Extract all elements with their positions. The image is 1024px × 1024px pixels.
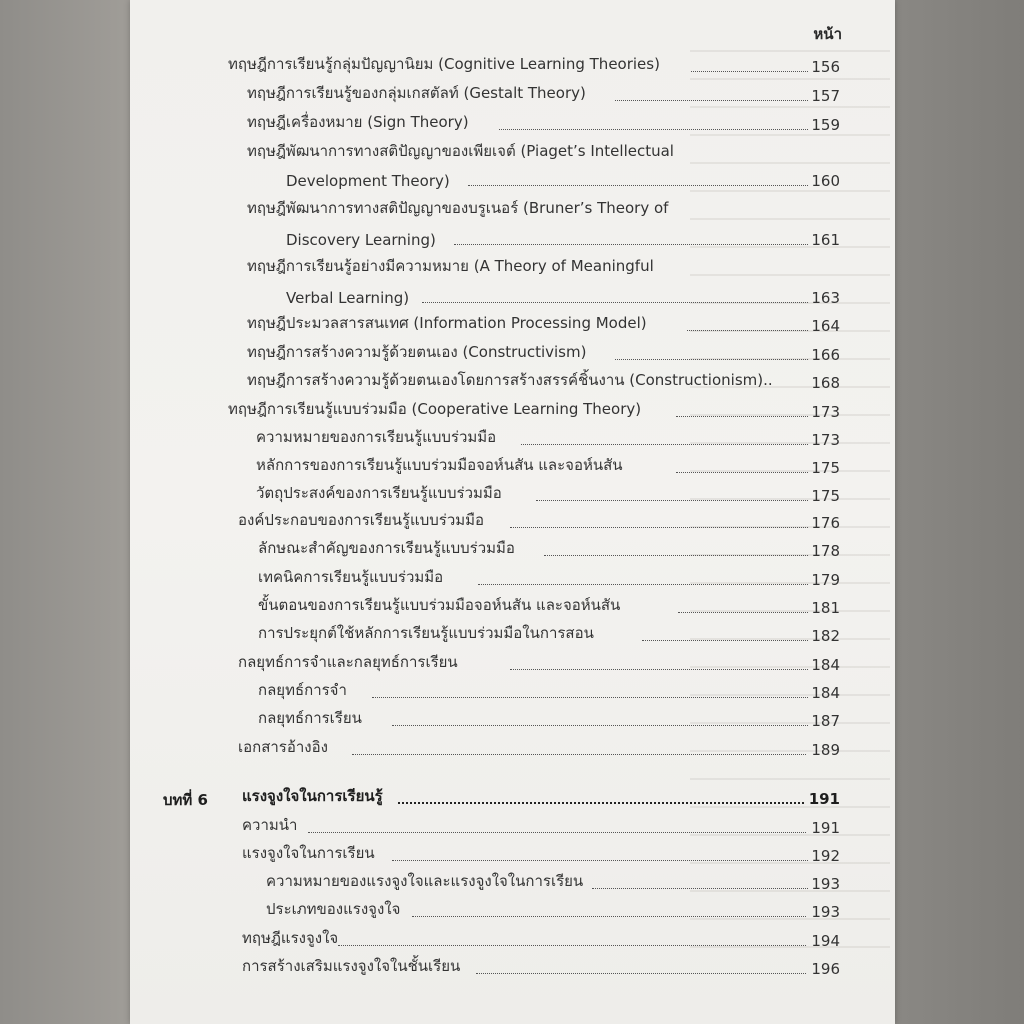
toc-entry (286, 285, 840, 309)
toc-entry-page: 191 (811, 819, 840, 837)
toc-entry-title: ขั้นตอนของการเรียนรู้แบบร่วมมือจอห์นสัน และจอห์นสัน (258, 596, 621, 614)
toc-entry-title: ทฤษฎีการเรียนรู้กลุ่มปัญญานิยม (Cognitive Learning Theories) (228, 55, 660, 73)
toc-entry-title: เทคนิคการเรียนรู้แบบร่วมมือ (258, 568, 444, 586)
toc-entry (258, 708, 840, 732)
leader-dots (499, 129, 808, 130)
leader-dots (454, 244, 808, 245)
toc-entry-page: 193 (811, 903, 840, 921)
leader-dots (676, 416, 808, 417)
leader-dots (392, 725, 808, 726)
toc-entry (238, 652, 840, 676)
toc-entry (238, 510, 840, 534)
toc-entry-title: องค์ประกอบของการเรียนรู้แบบร่วมมือ (238, 511, 485, 529)
toc-entry-page: 196 (811, 960, 840, 978)
toc-entry-title: Development Theory) (286, 172, 450, 190)
toc-entry-page: 194 (811, 932, 840, 950)
toc-entry-title: ความหมายของการเรียนรู้แบบร่วมมือ (256, 428, 497, 446)
toc-entry-title: กลยุทธ์การจำและกลยุทธ์การเรียน (238, 653, 458, 671)
toc-entry (247, 112, 840, 136)
toc-entry (228, 399, 840, 423)
toc-entry-title: ทฤษฎีประมวลสารสนเทศ (Information Processing Model) (247, 314, 647, 332)
toc-entry-page: 164 (811, 317, 840, 335)
toc-entry (256, 455, 840, 479)
toc-entry-page: 157 (811, 87, 840, 105)
leader-dots (510, 527, 808, 528)
leader-dots (308, 832, 806, 833)
toc-entry-page: 192 (811, 847, 840, 865)
toc-entry (258, 680, 840, 704)
toc-entry-title: ลักษณะสำคัญของการเรียนรู้แบบร่วมมือ (258, 539, 515, 557)
toc-entry (258, 623, 840, 647)
toc-entry-page: 176 (811, 514, 840, 532)
toc-entry-page: 191 (808, 790, 840, 808)
leader-dots (592, 888, 808, 889)
leader-dots (338, 945, 806, 946)
leader-dots (691, 71, 808, 72)
toc-entry-page: 175 (811, 487, 840, 505)
toc-entry-page: 156 (811, 58, 840, 76)
toc-entry-page: 189 (811, 741, 840, 759)
toc-entry-title: ประเภทของแรงจูงใจ (266, 900, 401, 918)
leader-dots (468, 185, 808, 186)
toc-entry-page: 181 (811, 599, 840, 617)
toc-entry-title: ทฤษฎีแรงจูงใจ (242, 929, 339, 947)
leader-dots (476, 973, 806, 974)
book-page (130, 0, 895, 1024)
leader-dots (352, 754, 806, 755)
toc-entry (247, 256, 840, 280)
toc-entry (247, 370, 840, 394)
leader-dots (615, 359, 808, 360)
toc-entry (247, 342, 840, 366)
toc-entry (258, 595, 840, 619)
leader-dots (398, 802, 804, 804)
toc-entry (247, 313, 840, 337)
toc-entry (258, 567, 840, 591)
toc-entry-page: 184 (811, 656, 840, 674)
toc-entry (242, 928, 840, 952)
toc-entry (242, 815, 840, 839)
leader-dots (678, 612, 808, 613)
toc-entry-page: 173 (811, 403, 840, 421)
toc-chapter-entry (242, 786, 840, 810)
toc-entry (247, 141, 840, 165)
toc-entry-title: ทฤษฎีการเรียนรู้อย่างมีความหมาย (A Theory of Meaningful (247, 257, 654, 275)
toc-entry-page: 159 (811, 116, 840, 134)
toc-entry (228, 54, 840, 78)
toc-entry-page: 166 (811, 346, 840, 364)
toc-entry (256, 427, 840, 451)
toc-entry (258, 538, 840, 562)
toc-entry-page: 193 (811, 875, 840, 893)
toc-entry (266, 871, 840, 895)
toc-entry-page: 161 (811, 231, 840, 249)
background-left (0, 0, 130, 1024)
toc-entry-page: 187 (811, 712, 840, 730)
toc-entry (242, 956, 840, 980)
toc-entry-title: ทฤษฎีพัฒนาการทางสติปัญญาของเพียเจต์ (Piaget’s Intellectual (247, 142, 674, 160)
toc-entry-page: 168 (811, 374, 840, 392)
leader-dots (536, 500, 808, 501)
toc-entry-title: ความหมายของแรงจูงใจและแรงจูงใจในการเรียน (266, 872, 584, 890)
toc-entry (266, 899, 840, 923)
toc-entry-title: ทฤษฎีเครื่องหมาย (Sign Theory) (247, 113, 469, 131)
leader-dots (642, 640, 808, 641)
toc-entry-page: 160 (811, 172, 840, 190)
toc-entry (242, 843, 840, 867)
toc-entry-title: การสร้างเสริมแรงจูงใจในชั้นเรียน (242, 957, 461, 975)
leader-dots (687, 330, 808, 331)
toc-entry-page: 179 (811, 571, 840, 589)
toc-entry (286, 168, 840, 192)
leader-dots (510, 669, 808, 670)
toc-entry (238, 737, 840, 761)
toc-entry-title: Discovery Learning) (286, 231, 436, 249)
toc-entry-page: 184 (811, 684, 840, 702)
toc-entry-title: ทฤษฎีพัฒนาการทางสติปัญญาของบรูเนอร์ (Bruner’s Theory of (247, 199, 669, 217)
leader-dots (615, 100, 808, 101)
background-right (892, 0, 1024, 1024)
toc-entry (247, 83, 840, 107)
toc-entry-title: ทฤษฎีการเรียนรู้ของกลุ่มเกสตัลท์ (Gestalt Theory) (247, 84, 586, 102)
toc-entry-title: การประยุกต์ใช้หลักการเรียนรู้แบบร่วมมือในการสอน (258, 624, 594, 642)
toc-entry-title: เอกสารอ้างอิง (238, 738, 328, 756)
toc-entry-page: 175 (811, 459, 840, 477)
toc-entry-page: 173 (811, 431, 840, 449)
leader-dots (412, 916, 806, 917)
leader-dots (478, 584, 808, 585)
toc-entry-title: Verbal Learning) (286, 289, 410, 307)
toc-entry-page: 178 (811, 542, 840, 560)
page-column-header: หน้า (813, 25, 842, 43)
toc-entry-page: 182 (811, 627, 840, 645)
leader-dots (392, 860, 808, 861)
chapter-number: บทที่ 6 (163, 791, 208, 809)
leader-dots (422, 302, 808, 303)
toc-entry-title: วัตถุประสงค์ของการเรียนรู้แบบร่วมมือ (256, 484, 502, 502)
toc-entry-title: กลยุทธ์การจำ (258, 681, 347, 699)
toc-entry-title: ทฤษฎีการสร้างความรู้ด้วยตนเองโดยการสร้างสรรค์ชิ้นงาน (Constructionism).. (247, 371, 773, 389)
toc-entry (256, 483, 840, 507)
toc-entry-title: แรงจูงใจในการเรียนรู้ (242, 787, 383, 805)
leader-dots (521, 444, 808, 445)
toc-entry-title: ความนำ (242, 816, 298, 834)
toc-entry-title: ทฤษฎีการเรียนรู้แบบร่วมมือ (Cooperative Learning Theory) (228, 400, 642, 418)
leader-dots (676, 472, 808, 473)
toc-entry-title: กลยุทธ์การเรียน (258, 709, 362, 727)
toc-entry-title: แรงจูงใจในการเรียน (242, 844, 375, 862)
leader-dots (372, 697, 808, 698)
toc-entry-title: หลักการของการเรียนรู้แบบร่วมมือจอห์นสัน และจอห์นสัน (256, 456, 623, 474)
toc-entry (247, 198, 840, 222)
leader-dots (544, 555, 808, 556)
toc-entry (286, 227, 840, 251)
toc-entry-page: 163 (811, 289, 840, 307)
toc-entry-title: ทฤษฎีการสร้างความรู้ด้วยตนเอง (Constructivism) (247, 343, 587, 361)
